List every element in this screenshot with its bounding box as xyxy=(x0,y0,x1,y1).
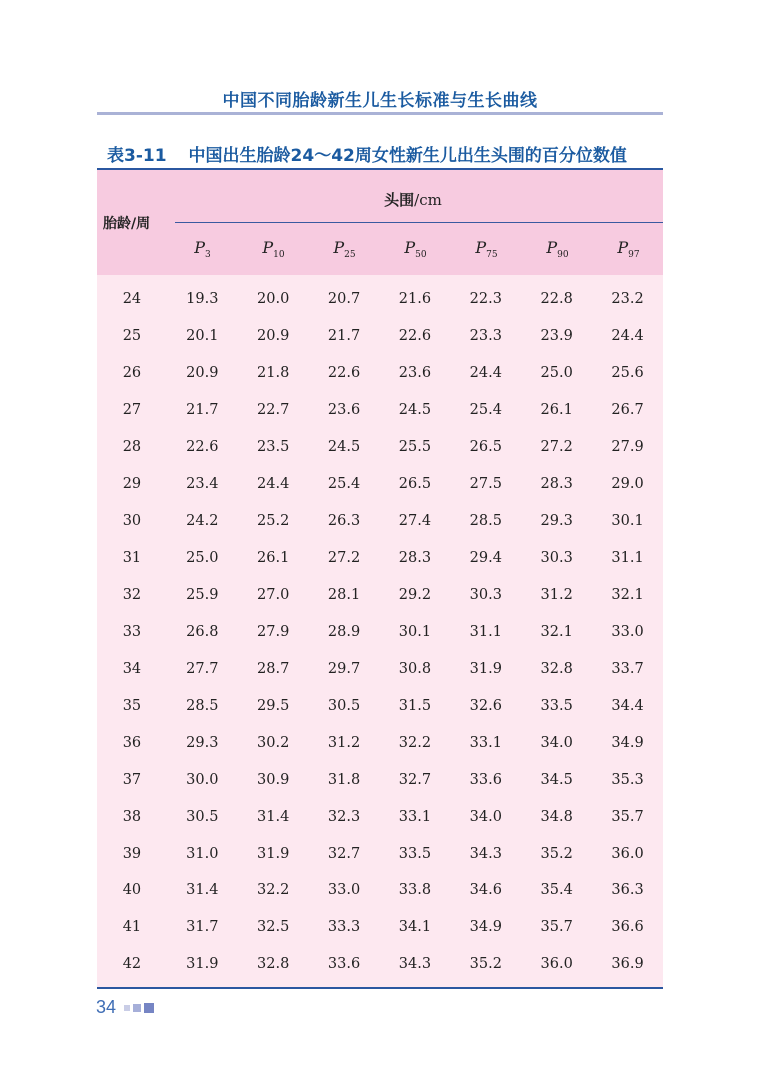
value-cell: 35.4 xyxy=(540,882,573,899)
age-cell: 34 xyxy=(122,660,142,677)
value-cell: 33.0 xyxy=(327,882,361,899)
value-cell: 35.7 xyxy=(540,919,573,936)
value-cell: 35.2 xyxy=(540,845,573,862)
value-cell: 21.7 xyxy=(327,328,361,345)
value-cell: 31.0 xyxy=(186,845,219,862)
value-cell: 23.4 xyxy=(186,476,219,493)
page-footer xyxy=(96,997,154,1018)
table-row xyxy=(97,872,663,909)
value-cell: 36.6 xyxy=(611,919,644,936)
value-cell: 30.3 xyxy=(540,550,573,567)
age-cell: 24 xyxy=(122,291,142,308)
value-cell: 25.6 xyxy=(611,365,644,382)
value-cell: 33.5 xyxy=(398,845,432,862)
table-title: 中国出生胎龄24～42周女性新生儿出生头围的百分位数值 xyxy=(188,146,627,166)
value-cell: 24.4 xyxy=(469,365,502,382)
value-cell: 27.5 xyxy=(469,476,502,493)
value-cell: 34.0 xyxy=(540,734,573,751)
value-cell: 24.2 xyxy=(186,513,219,530)
value-cell: 26.7 xyxy=(611,402,644,419)
value-cell: 22.6 xyxy=(398,328,432,345)
value-cell: 27.9 xyxy=(257,623,290,640)
unit-label-text: 头围 xyxy=(384,191,415,209)
value-cell: 20.0 xyxy=(257,291,290,308)
value-cell: 29.0 xyxy=(611,476,644,493)
running-head: 中国不同胎龄新生儿生长标准与生长曲线 xyxy=(222,91,538,111)
table-row xyxy=(97,503,663,540)
value-cell: 29.5 xyxy=(257,697,290,714)
value-cell: 32.5 xyxy=(257,919,290,936)
value-cell: 33.7 xyxy=(611,660,644,677)
value-cell: 27.7 xyxy=(186,660,219,677)
value-cell: 29.3 xyxy=(186,734,219,751)
value-cell: 32.8 xyxy=(540,660,573,677)
table-number: 表3-11 xyxy=(107,146,167,166)
table-row xyxy=(97,835,663,872)
age-cell: 32 xyxy=(122,586,142,603)
value-cell: 33.0 xyxy=(611,623,644,640)
age-cell: 26 xyxy=(122,365,142,382)
value-cell: 22.3 xyxy=(469,291,502,308)
value-cell: 34.3 xyxy=(398,956,432,973)
age-cell: 38 xyxy=(122,808,142,825)
value-cell: 20.9 xyxy=(257,328,290,345)
value-cell: 27.0 xyxy=(257,586,290,603)
percentile-header-p75: $P_{75}$ xyxy=(475,238,498,261)
value-cell: 26.5 xyxy=(469,439,502,456)
value-cell: 29.2 xyxy=(398,586,432,603)
percentile-header-p10: $P_{10}$ xyxy=(262,238,285,261)
table-row xyxy=(97,724,663,761)
value-cell: 30.1 xyxy=(611,513,644,530)
value-cell: 27.9 xyxy=(611,439,644,456)
value-cell: 31.2 xyxy=(540,586,573,603)
age-cell: 31 xyxy=(122,550,142,567)
value-cell: 33.6 xyxy=(469,771,502,788)
value-cell: 27.2 xyxy=(327,550,361,567)
age-cell: 30 xyxy=(122,513,142,530)
value-cell: 31.9 xyxy=(257,845,290,862)
percentile-header-p3: $P_3$ xyxy=(194,238,211,261)
value-cell: 22.8 xyxy=(540,291,573,308)
table-row xyxy=(97,650,663,687)
value-cell: 21.7 xyxy=(186,402,219,419)
value-cell: 33.6 xyxy=(327,956,361,973)
value-cell: 24.5 xyxy=(398,402,432,419)
value-cell: 25.0 xyxy=(186,550,219,567)
age-column-header: 胎龄/周 xyxy=(103,213,154,233)
table-row xyxy=(97,687,663,724)
value-cell: 29.3 xyxy=(540,513,573,530)
value-cell: 30.2 xyxy=(257,734,290,751)
value-cell: 34.1 xyxy=(398,919,432,936)
value-cell: 35.2 xyxy=(469,956,502,973)
value-cell: 36.3 xyxy=(611,882,644,899)
value-cell: 30.3 xyxy=(469,586,502,603)
value-cell: 25.0 xyxy=(540,365,573,382)
value-cell: 30.9 xyxy=(257,771,290,788)
value-cell: 32.1 xyxy=(611,586,644,603)
value-cell: 26.3 xyxy=(327,513,361,530)
age-cell: 25 xyxy=(122,328,142,345)
value-cell: 34.9 xyxy=(611,734,644,751)
value-cell: 24.4 xyxy=(257,476,290,493)
table-row xyxy=(97,540,663,577)
value-cell: 30.5 xyxy=(186,808,219,825)
value-cell: 26.5 xyxy=(398,476,432,493)
footer-square-icon xyxy=(144,1003,154,1013)
value-cell: 29.4 xyxy=(469,550,502,567)
value-cell: 23.9 xyxy=(540,328,573,345)
age-cell: 39 xyxy=(122,845,142,862)
value-cell: 26.1 xyxy=(257,550,290,567)
age-cell: 40 xyxy=(122,882,142,899)
table-row xyxy=(97,577,663,614)
value-cell: 30.8 xyxy=(398,660,432,677)
value-cell: 33.1 xyxy=(469,734,502,751)
value-cell: 25.9 xyxy=(186,586,219,603)
value-cell: 31.7 xyxy=(186,919,219,936)
table-body xyxy=(97,275,663,987)
value-cell: 20.9 xyxy=(186,365,219,382)
value-cell: 28.5 xyxy=(469,513,502,530)
value-cell: 36.0 xyxy=(611,845,644,862)
percentile-header-p90: $P_{90}$ xyxy=(546,238,569,261)
header-rule xyxy=(97,112,663,115)
value-cell: 28.3 xyxy=(398,550,432,567)
value-cell: 31.1 xyxy=(469,623,502,640)
percentile-header-p25: $P_{25}$ xyxy=(333,238,356,261)
table-header xyxy=(97,170,663,275)
value-cell: 32.2 xyxy=(257,882,290,899)
value-cell: 33.3 xyxy=(327,919,361,936)
table-row xyxy=(97,466,663,503)
value-cell: 28.3 xyxy=(540,476,573,493)
value-cell: 34.8 xyxy=(540,808,573,825)
unit-text: /cm xyxy=(414,191,442,209)
value-cell: 34.9 xyxy=(469,919,502,936)
value-cell: 23.6 xyxy=(398,365,432,382)
value-cell: 35.3 xyxy=(611,771,644,788)
table-row xyxy=(97,946,663,983)
table-row xyxy=(97,318,663,355)
age-cell: 28 xyxy=(122,439,142,456)
value-cell: 24.5 xyxy=(327,439,361,456)
value-cell: 28.7 xyxy=(257,660,290,677)
value-cell: 31.1 xyxy=(611,550,644,567)
value-cell: 35.7 xyxy=(611,808,644,825)
table-bottom-rule xyxy=(97,987,663,989)
table-caption xyxy=(107,141,667,166)
age-cell: 29 xyxy=(122,476,142,493)
table-row xyxy=(97,761,663,798)
table-row xyxy=(97,429,663,466)
value-cell: 34.5 xyxy=(540,771,573,788)
header-mid-rule xyxy=(175,222,663,223)
value-cell: 25.2 xyxy=(257,513,290,530)
age-cell: 35 xyxy=(122,697,142,714)
value-cell: 32.2 xyxy=(398,734,432,751)
value-cell: 20.7 xyxy=(327,291,361,308)
value-cell: 20.1 xyxy=(186,328,219,345)
value-cell: 30.1 xyxy=(398,623,432,640)
value-cell: 31.9 xyxy=(186,956,219,973)
table-row xyxy=(97,613,663,650)
value-cell: 32.8 xyxy=(257,956,290,973)
value-cell: 27.2 xyxy=(540,439,573,456)
value-cell: 21.6 xyxy=(398,291,432,308)
table-row xyxy=(97,355,663,392)
value-cell: 33.5 xyxy=(540,697,573,714)
value-cell: 23.5 xyxy=(257,439,290,456)
unit-label xyxy=(313,189,513,210)
value-cell: 23.2 xyxy=(611,291,644,308)
value-cell: 30.5 xyxy=(327,697,361,714)
value-cell: 33.1 xyxy=(398,808,432,825)
value-cell: 30.0 xyxy=(186,771,219,788)
value-cell: 27.4 xyxy=(398,513,432,530)
value-cell: 31.4 xyxy=(257,808,290,825)
value-cell: 34.3 xyxy=(469,845,502,862)
table-row xyxy=(97,392,663,429)
value-cell: 33.8 xyxy=(398,882,432,899)
value-cell: 22.6 xyxy=(327,365,361,382)
percentile-header-p50: $P_{50}$ xyxy=(404,238,427,261)
value-cell: 21.8 xyxy=(257,365,290,382)
value-cell: 36.9 xyxy=(611,956,644,973)
table-row xyxy=(97,281,663,318)
value-cell: 25.4 xyxy=(469,402,502,419)
footer-square-icon xyxy=(124,1005,130,1011)
age-cell: 36 xyxy=(122,734,142,751)
value-cell: 32.7 xyxy=(327,845,361,862)
value-cell: 31.9 xyxy=(469,660,502,677)
value-cell: 26.1 xyxy=(540,402,573,419)
value-cell: 23.6 xyxy=(327,402,361,419)
value-cell: 22.7 xyxy=(257,402,290,419)
value-cell: 25.5 xyxy=(398,439,432,456)
age-cell: 33 xyxy=(122,623,142,640)
value-cell: 34.0 xyxy=(469,808,502,825)
age-cell: 42 xyxy=(122,956,142,973)
value-cell: 22.6 xyxy=(186,439,219,456)
value-cell: 26.8 xyxy=(186,623,219,640)
value-cell: 32.7 xyxy=(398,771,432,788)
value-cell: 28.1 xyxy=(327,586,361,603)
value-cell: 32.3 xyxy=(327,808,361,825)
value-cell: 28.5 xyxy=(186,697,219,714)
value-cell: 31.2 xyxy=(327,734,361,751)
age-cell: 37 xyxy=(122,771,142,788)
footer-square-icon xyxy=(133,1004,141,1012)
value-cell: 36.0 xyxy=(540,956,573,973)
value-cell: 31.5 xyxy=(398,697,432,714)
value-cell: 31.8 xyxy=(327,771,361,788)
value-cell: 23.3 xyxy=(469,328,502,345)
value-cell: 34.4 xyxy=(611,697,644,714)
age-cell: 41 xyxy=(122,919,142,936)
percentile-header-p97: $P_{97}$ xyxy=(617,238,640,261)
value-cell: 25.4 xyxy=(327,476,361,493)
page-number: 34 xyxy=(96,997,117,1017)
value-cell: 32.1 xyxy=(540,623,573,640)
age-cell: 27 xyxy=(122,402,142,419)
value-cell: 34.6 xyxy=(469,882,502,899)
table-row xyxy=(97,798,663,835)
value-cell: 29.7 xyxy=(327,660,361,677)
value-cell: 31.4 xyxy=(186,882,219,899)
value-cell: 28.9 xyxy=(327,623,361,640)
value-cell: 32.6 xyxy=(469,697,502,714)
table-row xyxy=(97,909,663,946)
percentile-table xyxy=(97,168,663,989)
value-cell: 24.4 xyxy=(611,328,644,345)
value-cell: 19.3 xyxy=(186,291,219,308)
